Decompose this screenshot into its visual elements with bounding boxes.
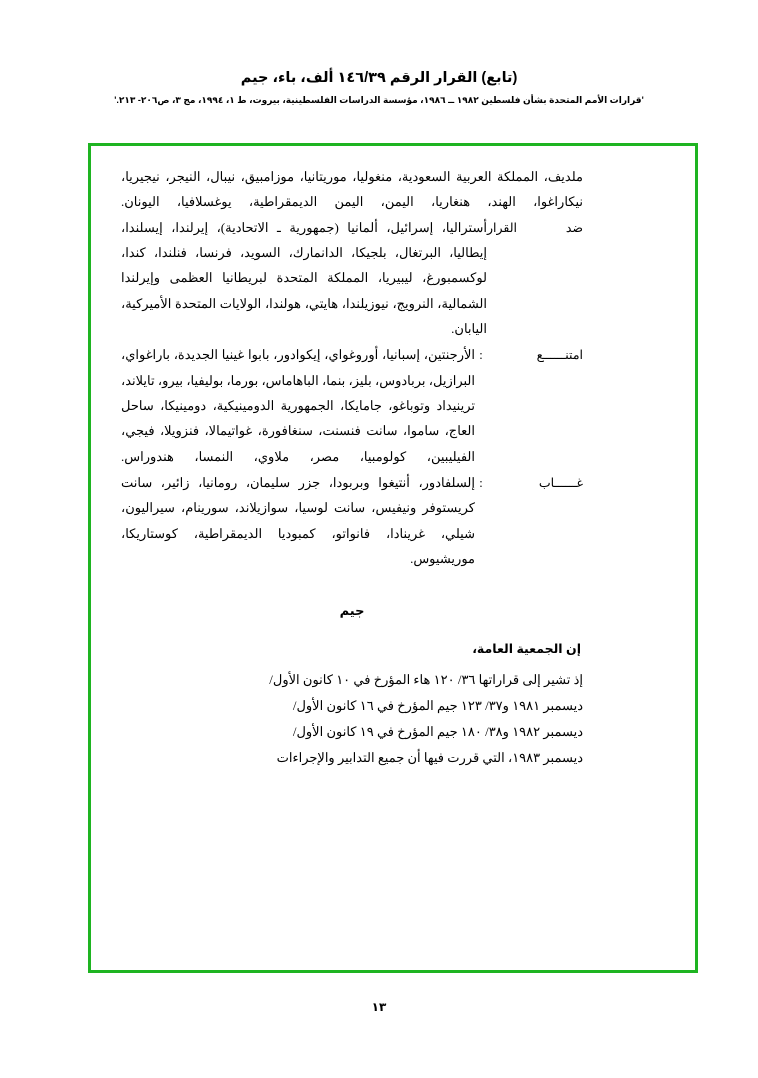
- vote-block-abstain: [121, 342, 583, 469]
- vote-list-against: أستراليا، إسرائيل، ألمانيا (جمهورية ـ الاتحادية)، إيرلندا، إيسلندا، إيطاليا، البرتغال، بلجيكا، الدانمارك، السويد، فرنسا، فنلندا، كندا، لوكسمبورغ، ليبيريا، المملكة المتحدة لبريطانيا العظمى وإيرلندا الشمالية، النرويج، نيوزيلندا، هايتي، هولندا، الولايات المتحدة الأميركية، اليابان.: [121, 219, 487, 337]
- paragraph-votes-continuation: ملديف، المملكة العربية السعودية، منغوليا، موريتانيا، موزامبيق، نيبال، النيجر، نيجيريا، نيكاراغوا، الهند، هنغاريا، اليمن، اليمن الديمقراطية، يوغسلافيا، اليونان.: [121, 169, 583, 210]
- page-title: (تابع) القرار الرقم ١٤٦/٣٩ ألف، باء، جيم: [240, 70, 518, 86]
- green-content-frame: [88, 143, 698, 973]
- vote-label-absent: غــــــاب: [538, 476, 583, 491]
- vote-list-abstain: الأرجنتين، إسبانيا، أوروغواي، إيكوادور، بابوا غينيا الجديدة، باراغواي، البرازيل، بربادوس، بليز، بنما، الباهاماس، بورما، بوليفيا، بيرو، تايلاند، ترينيداد وتوباغو، جامايكا، الجمهورية الدومينيكية، دومينيكا، ساحل العاج، ساموا، سانت فنسنت، سنغافورة، غواتيمالا، فنزويلا، فيجي، الفيليبين، كولومبيا، مصر، ملاوي، النمسا، هندوراس.: [121, 347, 475, 464]
- vote-block-against: [121, 215, 583, 342]
- document-body: [121, 164, 583, 771]
- assembly-heading: إن الجمعية العامة،: [472, 641, 581, 656]
- vote-list-absent: إلسلفادور، أنتيغوا وبربودا، جزر سليمان، رومانيا، زائير، سانت كريستوفر ونيفيس، سانت لوسيا، سوازيلاند، سورينام، سيراليون، شيلي، غرينادا، فانواتو، كمبوديا الديمقراطية، كوستاريكا، موريشيوس.: [121, 475, 475, 567]
- page-number: ١٣: [371, 1000, 387, 1014]
- resolution-paragraph-1: إذ تشير إلى قراراتها ٣٦/ ١٢٠ هاء المؤرخ في ١٠ كانون الأول/: [269, 672, 583, 688]
- resolution-paragraph-2: ديسمبر ١٩٨١ و٣٧/ ١٢٣ جيم المؤرخ في ١٦ كانون الأول/: [292, 698, 583, 714]
- vote-colon-absent: :: [479, 476, 483, 491]
- section-letter-heading: جيم: [339, 602, 365, 618]
- vote-label-abstain: امتنــــــع: [536, 348, 583, 363]
- document-header: [0, 70, 758, 106]
- vote-colon-abstain: :: [479, 348, 483, 363]
- vote-block-absent: [121, 470, 583, 571]
- vote-label-against: ضد القرار: [487, 220, 583, 235]
- source-note: 'قرارات الأمم المتحدة بشأن فلسطين ١٩٨٢ ــ ١٩٨٦، مؤسسة الدراسات الفلسطينية، بيروت، ط ١، ١٩٩٤، مج ٣، ص٢٠٦- ٢١٣.': [114, 95, 644, 105]
- resolution-paragraph-3: ديسمبر ١٩٨٢ و٣٨/ ١٨٠ جيم المؤرخ في ١٩ كانون الأول/: [292, 724, 583, 740]
- resolution-paragraph-4: ديسمبر ١٩٨٣، التي قررت فيها أن جميع التدابير والإجراءات: [276, 750, 583, 766]
